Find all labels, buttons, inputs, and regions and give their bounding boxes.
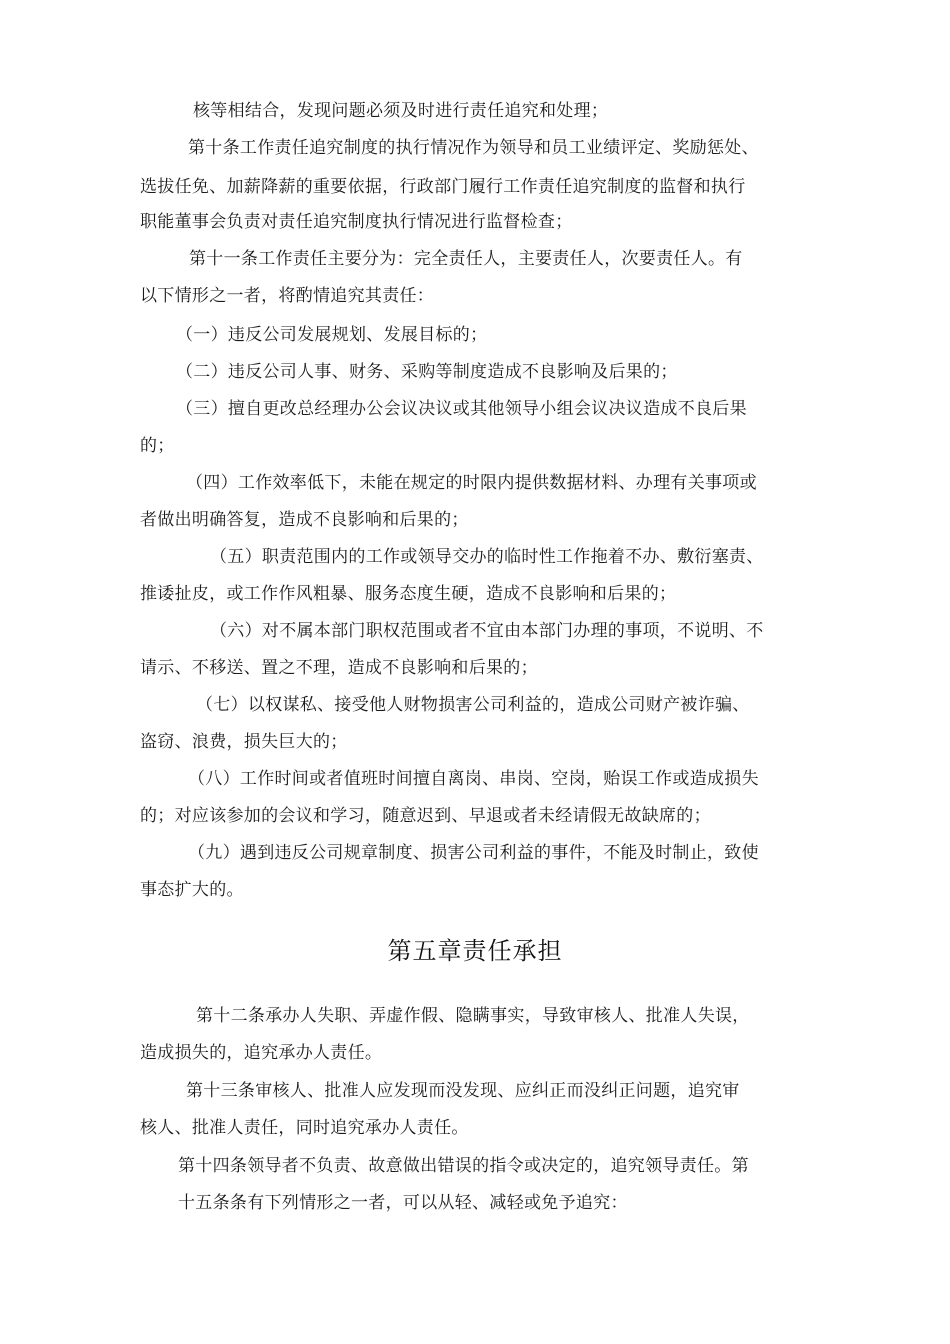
paragraph-line: 第十条工作责任追究制度的执行情况作为领导和员工业绩评定、奖励惩处、 [188,138,759,158]
list-item-line: （三）擅自更改总经理办公会议决议或其他领导小组会议决议造成不良后果 [176,399,747,419]
paragraph-line: 第十一条工作责任主要分为：完全责任人，主要责任人，次要责任人。有 [189,249,743,269]
chapter-heading: 第五章责任承担 [387,937,563,965]
list-item-line: 请示、不移送、置之不理，造成不良影响和后果的； [140,658,538,678]
list-item-line: 的；对应该参加的会议和学习，随意迟到、早退或者未经请假无故缺席的； [140,806,711,826]
list-item-line: （八）工作时间或者值班时间擅自离岗、串岗、空岗，贻误工作或造成损失 [188,769,759,789]
list-item-line: 事态扩大的。 [140,880,244,900]
list-item-line: 者做出明确答复，造成不良影响和后果的； [140,510,469,530]
list-item-line: （九）遇到违反公司规章制度、损害公司利益的事件，不能及时制止，致使 [188,843,759,863]
paragraph-line: 核等相结合，发现问题必须及时进行责任追究和处理； [193,101,609,121]
list-item-line: 盗窃、浪费，损失巨大的； [140,732,348,752]
paragraph-line: 以下情形之一者，将酌情追究其责任： [140,286,435,306]
list-item-line: （五）职责范围内的工作或领导交办的临时性工作拖着不办、敷衍塞责、 [210,547,764,567]
list-item-line: （六）对不属本部门职权范围或者不宜由本部门办理的事项，不说明、不 [210,621,764,641]
paragraph-line: 第十四条领导者不负责、故意做出错误的指令或决定的，追究领导责任。第 [178,1156,749,1176]
list-item-line: （七）以权谋私、接受他人财物损害公司利益的，造成公司财产被诈骗、 [196,695,750,715]
paragraph-line: 职能董事会负责对责任追究制度执行情况进行监督检查； [140,212,573,232]
list-item-line: （二）违反公司人事、财务、采购等制度造成不良影响及后果的； [176,362,678,382]
paragraph-line: 选拔任免、加薪降薪的重要依据，行政部门履行工作责任追究制度的监督和执行 [140,177,746,197]
list-item-line: （四）工作效率低下，未能在规定的时限内提供数据材料、办理有关事项或 [186,473,757,493]
list-item-line: 推诿扯皮，或工作作风粗暴、服务态度生硬，造成不良影响和后果的； [140,584,677,604]
list-item-line: （一）违反公司发展规划、发展目标的； [176,325,488,345]
paragraph-line: 第十三条审核人、批准人应发现而没发现、应纠正而没纠正问题，追究审 [186,1081,740,1101]
paragraph-line: 核人、批准人责任，同时追究承办人责任。 [140,1118,469,1138]
list-item-line: 的； [140,436,175,456]
paragraph-line: 十五条条有下列情形之一者，可以从轻、减轻或免予追究： [178,1193,628,1213]
paragraph-line: 造成损失的，追究承办人责任。 [140,1043,383,1063]
paragraph-line: 第十二条承办人失职、弄虚作假、隐瞒事实，导致审核人、批准人失误， [196,1006,750,1026]
